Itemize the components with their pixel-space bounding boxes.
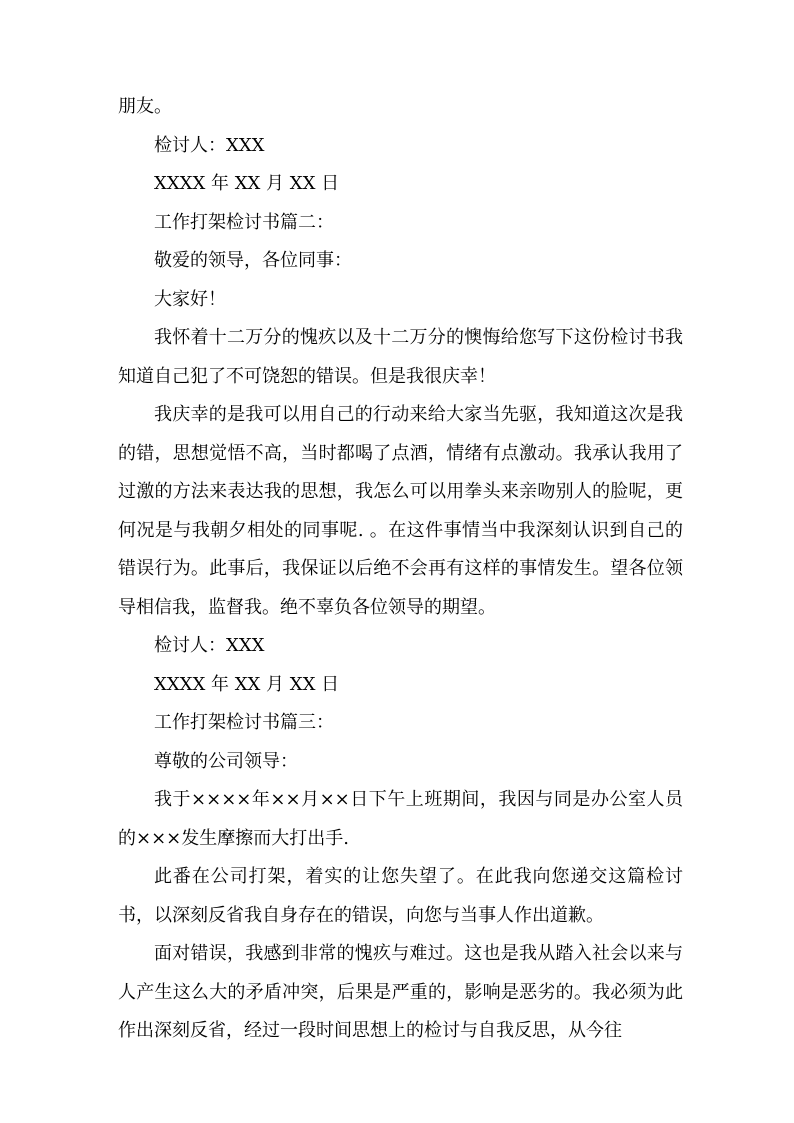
salutation-3: 尊敬的公司领导： xyxy=(154,750,298,772)
paragraph-reflection-2: 我庆幸的是我可以用自己的行动来给大家当先驱，我知道这次是我的错，思想觉悟不高，当时都喝了点酒，情绪有点激动。我承认我用了过激的方法来表达我的思想，我怎么可以用拳头来亲吻别人的脸呢，更何况是与我朝夕相处的同事呢. 。在这件事情当中我深刻认识到自己的错误行为。此事后，我保证以后绝不会再有这样的事情发生。望各位领导相信我，监督我。绝不辜负各位领导的期望。 xyxy=(118,404,683,618)
document-body xyxy=(118,88,683,1051)
paragraph-reflection-3: 面对错误，我感到非常的愧疚与难过。这也是我从踏入社会以来与人产生这么大的矛盾冲突，后果是严重的，影响是恶劣的。我必须为此作出深刻反省，经过一段时间思想上的检讨与自我反思，从今往 xyxy=(118,943,683,1041)
salutation-2: 敬爱的领导，各位同事： xyxy=(154,250,352,271)
paragraph-apology-2: 我怀着十二万分的愧疚以及十二万分的懊悔给您写下这份检讨书我知道自己犯了不可饶恕的错误。但是我很庆幸！ xyxy=(118,327,683,387)
date-line-1: XXXX 年 XX 月 XX 日 xyxy=(154,173,340,194)
date-line-2: XXXX 年 XX 月 XX 日 xyxy=(154,673,340,695)
section-title-2: 工作打架检讨书篇二： xyxy=(154,211,334,233)
paragraph-incident-3: 我于××××年××月××日下午上班期间，我因与同是办公室人员的×××发生摩擦而大打出手. xyxy=(118,789,683,849)
section-title-3: 工作打架检讨书篇三： xyxy=(154,712,334,733)
paragraph-apology-3: 此番在公司打架，着实的让您失望了。在此我向您递交这篇检讨书，以深刻反省我自身存在的错误，向您与当事人作出道歉。 xyxy=(118,866,683,926)
paragraph-closing-fragment: 朋友。 xyxy=(118,96,172,117)
signature-line-2: 检讨人：XXX xyxy=(154,635,265,656)
signature-line-1: 检讨人：XXX xyxy=(154,134,265,156)
greeting-2: 大家好！ xyxy=(154,288,226,310)
